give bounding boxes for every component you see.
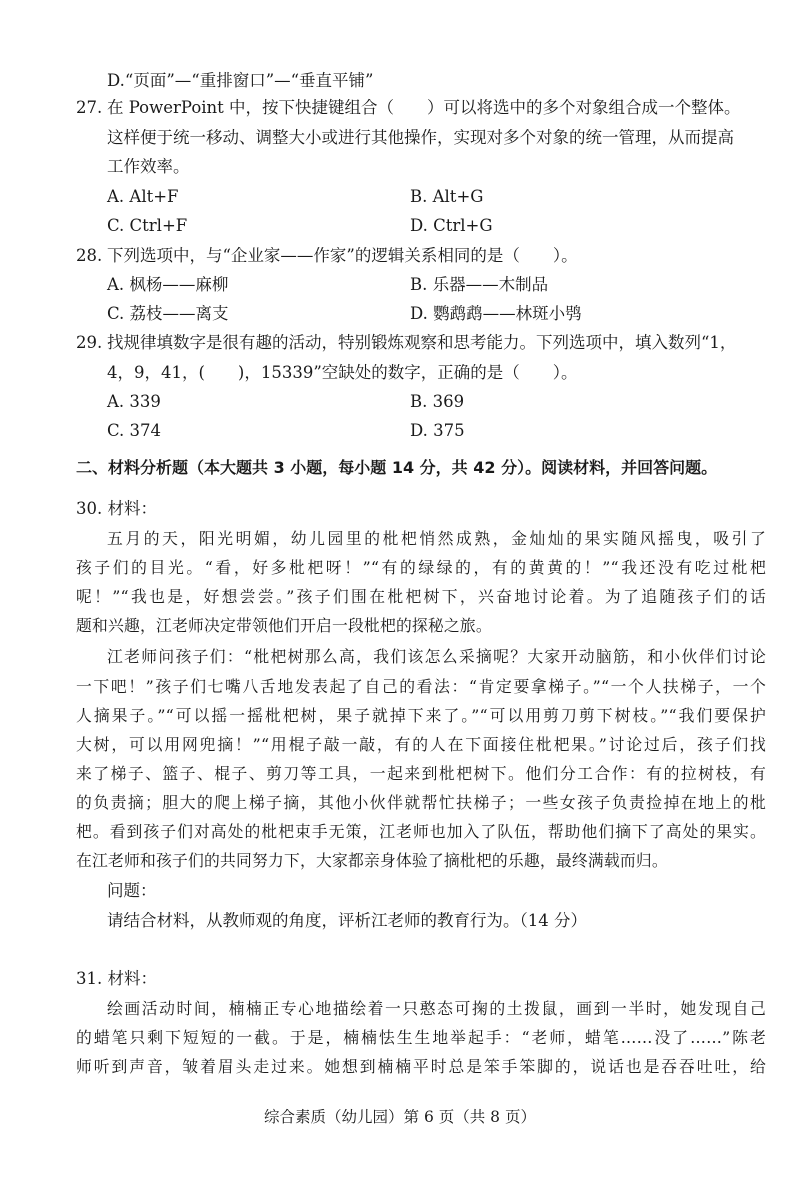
material-text-line: 师听到声音，皱着眉头走过来。她想到楠楠平时总是笨手笨脚的，说话也是吞吞吐吐，给 <box>76 1057 766 1076</box>
option-c: C. 荔枝——离支 <box>107 304 229 323</box>
question-number: 27. <box>76 98 103 117</box>
option-b: B. 369 <box>410 392 465 411</box>
q26-option-d: D.“页面”—“重排窗口”—“垂直平铺” <box>107 71 374 90</box>
material-text-line: 大树，可以用网兜摘！”“用棍子敲一敲，有的人在下面接住枇杷果。”讨论过后，孩子们找 <box>76 735 766 754</box>
option-a: A. 枫杨——麻柳 <box>107 275 229 294</box>
question-text: 请结合材料，从教师观的角度，评析江老师的教育行为。（14 分） <box>107 911 587 930</box>
material-text-line: 题和兴趣，江老师决定带领他们开启一段枇杷的探秘之旅。 <box>76 616 492 635</box>
material-text-line: 人摘果子。”“可以摇一摇枇杷树，果子就掉下来了。”“可以用剪刀剪下树枝。”“我们要保护 <box>76 706 766 725</box>
material-text-line: 一下吧！”孩子们七嘴八舌地发表起了自己的看法：“肯定要拿梯子。”“一个人扶梯子，一个 <box>76 677 766 696</box>
option-c: C. Ctrl+F <box>107 216 188 235</box>
question-number: 28. <box>76 246 103 265</box>
question-number: 29. <box>76 333 103 352</box>
question-stem-line: 下列选项中，与“企业家——作家”的逻辑关系相同的是（ ）。 <box>107 246 578 265</box>
material-text-line: 五月的天，阳光明媚，幼儿园里的枇杷悄然成熟，金灿灿的果实随风摇曳，吸引了 <box>107 529 766 548</box>
question-stem-line: 4，9，41，( )，15339”空缺处的数字，正确的是（ ）。 <box>107 363 578 382</box>
option-b: B. Alt+G <box>410 187 484 206</box>
material-text-line: 呢！”“我也是，好想尝尝。”孩子们围在枇杷树下，兴奋地讨论着。为了追随孩子们的话 <box>76 587 766 606</box>
material-text-line: 杷。看到孩子们对高处的枇杷束手无策，江老师也加入了队伍，帮助他们摘下了高处的果实。 <box>76 822 766 841</box>
option-d: D. Ctrl+G <box>410 216 493 235</box>
question-stem-line: 这样便于统一移动、调整大小或进行其他操作，实现对多个对象的统一管理，从而提高 <box>107 128 734 147</box>
material-text-line: 在江老师和孩子们的共同努力下，大家都亲身体验了摘枇杷的乐趣，最终满载而归。 <box>76 851 668 870</box>
material-text-line: 江老师问孩子们：“枇杷树那么高，我们该怎么采摘呢？大家开动脑筋，和小伙伴们讨论 <box>107 647 766 666</box>
question-label: 问题： <box>107 881 157 900</box>
question-stem-line: 找规律填数字是很有趣的活动，特别锻炼观察和思考能力。下列选项中，填入数列“1， <box>107 333 737 352</box>
option-a: A. Alt+F <box>107 187 179 206</box>
option-c: C. 374 <box>107 421 162 440</box>
question-stem-line: 在 PowerPoint 中，按下快捷键组合（ ）可以将选中的多个对象组合成一个整体。 <box>107 98 741 117</box>
material-text-line: 孩子们的目光。“看，好多枇杷呀！”“有的绿绿的，有的黄黄的！”“我还没有吃过枇杷 <box>76 558 766 577</box>
question-stem-line: 工作效率。 <box>107 157 190 176</box>
material-text-line: 的蜡笔只剩下短短的一截。于是，楠楠怯生生地举起手：“老师，蜡笔……没了……”陈老 <box>76 1028 766 1047</box>
option-d: D. 375 <box>410 421 465 440</box>
material-label: 30. 材料： <box>76 499 157 518</box>
page-footer: 综合素质（幼儿园）第 6 页（共 8 页） <box>264 1108 536 1126</box>
option-b: B. 乐器——木制品 <box>410 275 549 294</box>
option-a: A. 339 <box>107 392 161 411</box>
material-text-line: 来了梯子、篮子、棍子、剪刀等工具，一起来到枇杷树下。他们分工合作：有的拉树枝，有 <box>76 764 766 783</box>
section-heading: 二、材料分析题（本大题共 3 小题，每小题 14 分，共 42 分）。阅读材料，并回答问题。 <box>76 458 718 477</box>
material-text-line: 绘画活动时间，楠楠正专心地描绘着一只憨态可掬的土拨鼠，画到一半时，她发现自己 <box>107 999 766 1018</box>
material-text-line: 的负责摘；胆大的爬上梯子摘，其他小伙伴就帮忙扶梯子；一些女孩子负责捡掉在地上的枇 <box>76 793 766 812</box>
option-d: D. 鹦鹉鹉——林斑小鸮 <box>410 304 582 323</box>
material-label: 31. 材料： <box>76 969 157 988</box>
